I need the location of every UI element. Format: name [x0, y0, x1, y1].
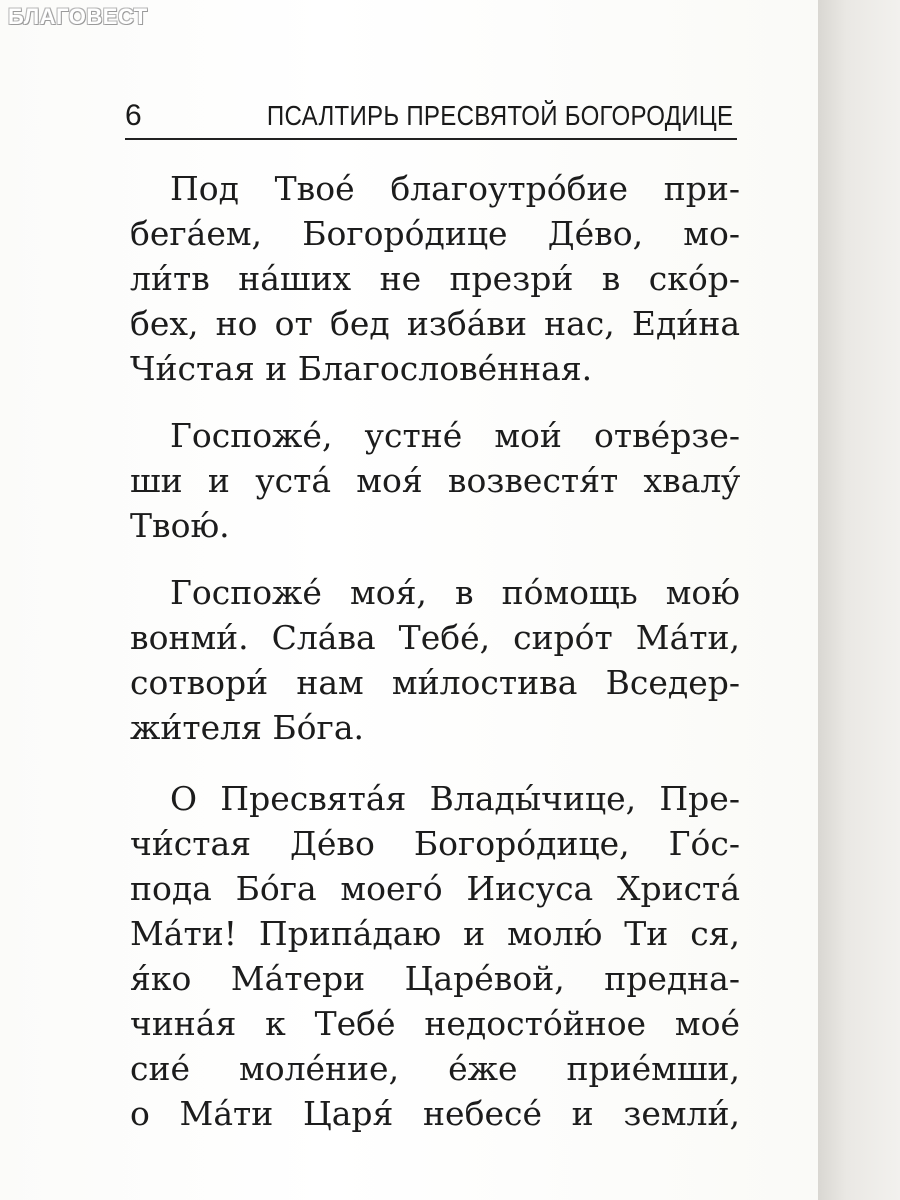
header-rule [125, 138, 737, 140]
watermark-logo: БЛАГОВЕСТ [8, 4, 148, 29]
text-line: ли́тв нáших не презри́ в скóр- [130, 259, 740, 298]
text-line: Госпожé моя́, в пóмощь мою́ [170, 573, 740, 612]
text-line: пода Бóга моегó Иисуса Христá [130, 869, 740, 908]
paragraph-2 [130, 413, 740, 548]
text-line: О Пресвятáя Влады́чице, Пре- [170, 779, 740, 818]
text-line: жи́теля Бóга. [130, 708, 364, 747]
text-line: бегáем, Богорóдице Дéво, мо- [130, 214, 740, 253]
text-line: Под Твоé благоутрóбие при- [170, 169, 740, 208]
text-line: Госпожé, устнé мои́ отвéрзе- [170, 416, 740, 455]
running-head [125, 96, 737, 136]
text-line: бех, но от бед избáви нас, Еди́на [130, 304, 740, 343]
text-line: чинáя к Тебé недостóйное моé [130, 1004, 740, 1043]
text-line: о Мáти Царя́ небесé и земли́, [130, 1094, 740, 1133]
text-line: ши и устá моя́ возвестя́т хвалý [130, 461, 740, 500]
paragraph-4 [130, 776, 740, 1136]
paragraph-3 [130, 570, 740, 750]
text-line: чи́стая Дéво Богорóдице, Гóс- [130, 824, 740, 863]
book-title: ПСАЛТИРЬ ПРЕСВЯТОЙ БОГОРОДИЦЕ [266, 100, 733, 131]
text-line: сиé молéние, éже приéмши, [130, 1049, 740, 1088]
text-line: я́ко Мáтери Царéвой, предна- [130, 959, 740, 998]
text-line: Чи́стая и Благословéнная. [130, 349, 593, 388]
text-line: сотвори́ нам ми́лостива Вседер- [130, 663, 740, 702]
text-line: Мáти! Припáдаю и молю́ Ти ся, [130, 914, 740, 953]
paragraph-1 [130, 166, 740, 391]
text-line: Твою́. [130, 506, 230, 545]
page-edge [818, 0, 900, 1200]
text-line: вонми́. Слáва Тебé, сирóт Мáти, [130, 618, 740, 657]
page-number: 6 [125, 99, 142, 132]
prayer-text [130, 166, 740, 1156]
